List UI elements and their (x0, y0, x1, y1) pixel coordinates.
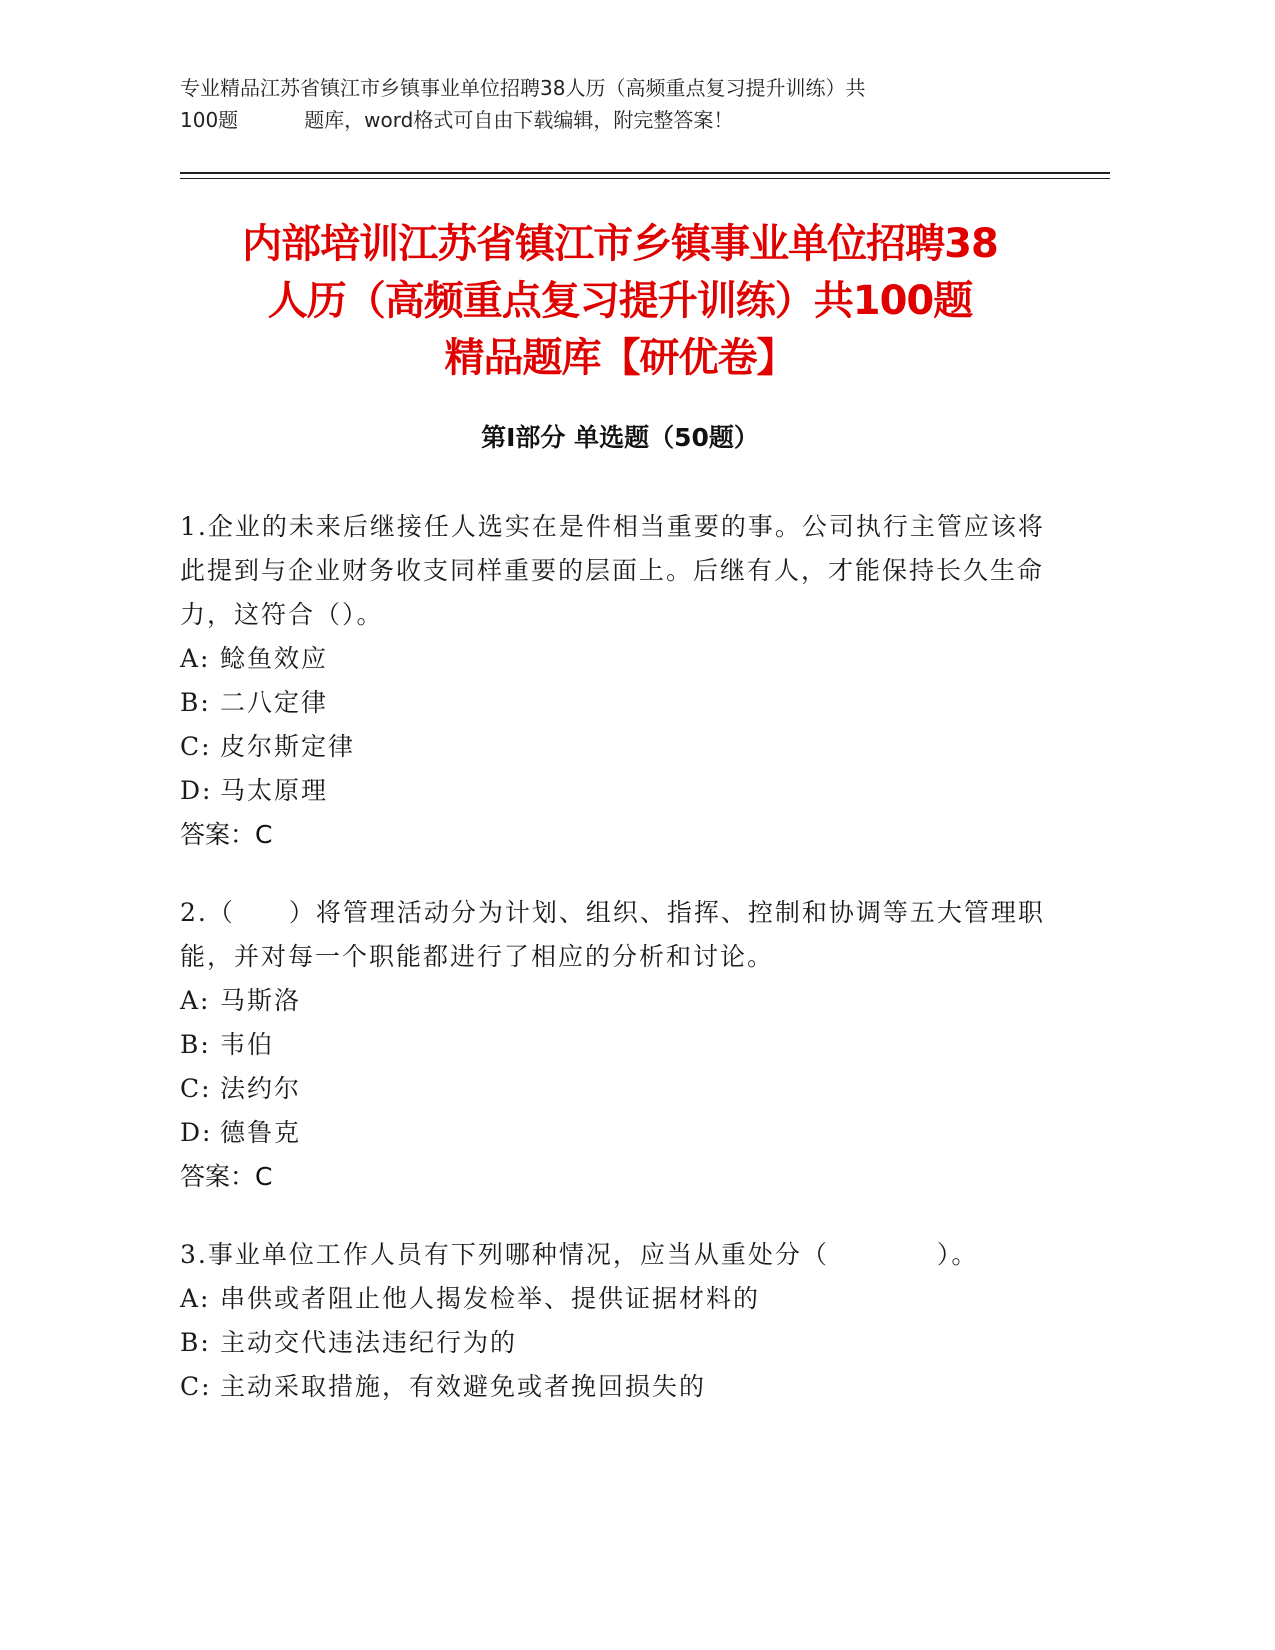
question-3 (180, 1233, 1060, 1409)
option-text: 德鲁克 (220, 1118, 302, 1147)
option-b (180, 1321, 1060, 1365)
option-key: B: (180, 1030, 211, 1059)
header-line-2-count: 100题 (180, 108, 239, 132)
option-a (180, 1277, 1060, 1321)
title-line-2: 人历（高频重点复习提升训练）共100题 (267, 278, 973, 324)
option-key: A: (180, 986, 211, 1015)
answer: 答案：C (180, 820, 273, 849)
header-divider-thin (180, 178, 1110, 179)
header-line-2 (180, 104, 1110, 136)
option-c (180, 725, 1060, 769)
option-key: C: (180, 1074, 212, 1103)
option-key: D: (180, 776, 213, 805)
document-title (180, 216, 1060, 387)
option-text: 马太原理 (220, 776, 329, 805)
option-c (180, 1365, 1060, 1409)
question-stem: 3.事业单位工作人员有下列哪种情况，应当从重处分（ ）。 (180, 1240, 979, 1269)
option-b (180, 1023, 1060, 1067)
answer: 答案：C (180, 1162, 273, 1191)
option-text: 串供或者阻止他人揭发检举、提供证据材料的 (220, 1284, 761, 1313)
option-key: A: (180, 644, 211, 673)
option-c (180, 1067, 1060, 1111)
title-line-3: 精品题库【研优卷】 (444, 335, 796, 381)
option-a (180, 979, 1060, 1023)
option-text: 主动交代违法违纪行为的 (220, 1328, 518, 1357)
option-text: 鲶鱼效应 (220, 644, 329, 673)
option-a (180, 637, 1060, 681)
option-b (180, 681, 1060, 725)
header-line-1: 专业精品江苏省镇江市乡镇事业单位招聘38人历（高频重点复习提升训练）共 (180, 76, 866, 100)
option-text: 韦伯 (220, 1030, 275, 1059)
section-heading: 第Ⅰ部分 单选题（50题） (481, 423, 759, 452)
option-text: 马斯洛 (220, 986, 302, 1015)
title-line-1: 内部培训江苏省镇江市乡镇事业单位招聘38 (242, 221, 998, 267)
option-key: D: (180, 1118, 213, 1147)
option-text: 主动采取措施，有效避免或者挽回损失的 (220, 1372, 707, 1401)
option-key: B: (180, 688, 211, 717)
option-text: 二八定律 (220, 688, 329, 717)
question-list (180, 505, 1060, 1443)
option-key: C: (180, 1372, 212, 1401)
option-d (180, 769, 1060, 813)
header-line-2-desc: 题库，word格式可自由下载编辑，附完整答案！ (304, 108, 734, 132)
question-stem: 2.（ ）将管理活动分为计划、组织、指挥、控制和协调等五大管理职能，并对每一个职能都进行了相应的分析和讨论。 (180, 898, 1045, 971)
option-d (180, 1111, 1060, 1155)
header-divider-thick (180, 172, 1110, 174)
option-text: 法约尔 (220, 1074, 302, 1103)
option-key: C: (180, 732, 212, 761)
page-header (180, 72, 1110, 136)
question-1 (180, 505, 1060, 857)
option-key: B: (180, 1328, 211, 1357)
option-key: A: (180, 1284, 211, 1313)
question-2 (180, 891, 1060, 1199)
option-text: 皮尔斯定律 (220, 732, 356, 761)
question-stem: 1.企业的未来后继接任人选实在是件相当重要的事。公司执行主管应该将此提到与企业财务收支同样重要的层面上。后继有人，才能保持长久生命力，这符合（）。 (180, 512, 1045, 629)
